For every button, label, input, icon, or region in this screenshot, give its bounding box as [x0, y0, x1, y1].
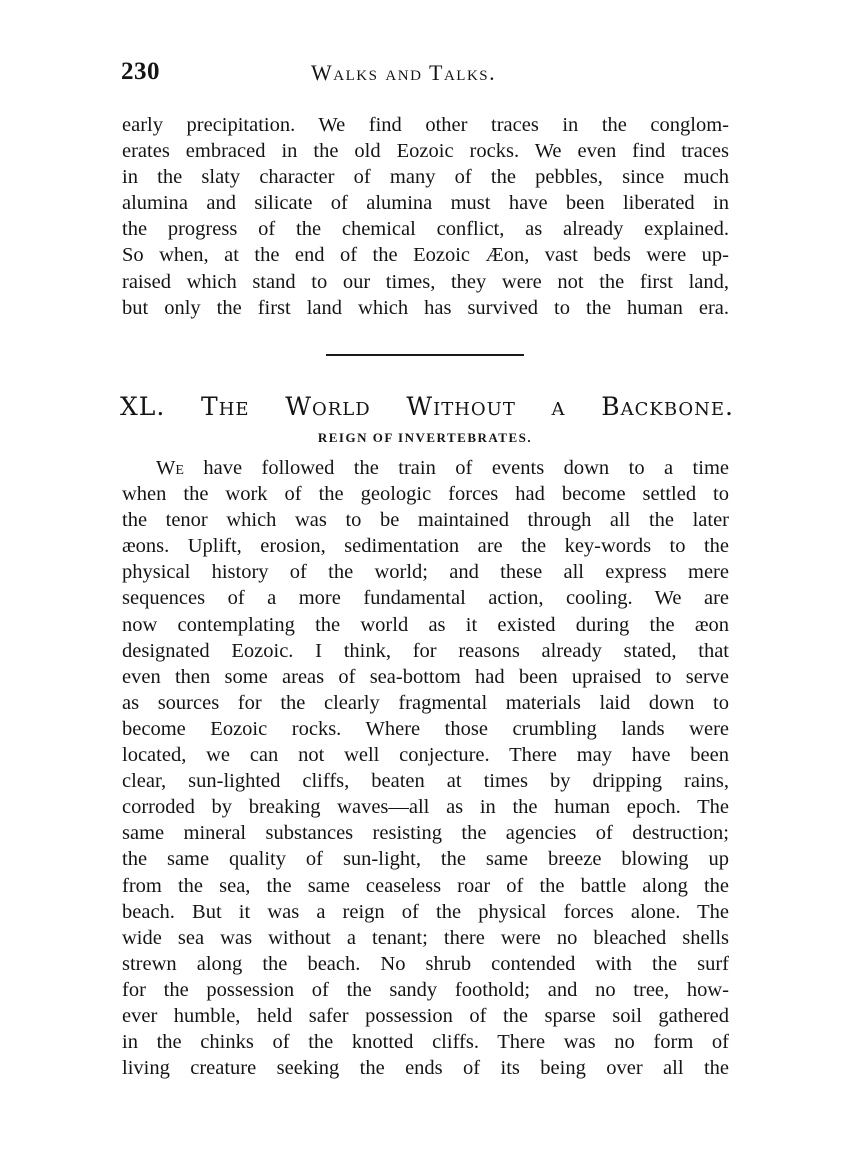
text-line: So when, at the end of the Eozoic Æon, vast beds were up-: [122, 244, 729, 267]
text-line: from the sea, the same ceaseless roar of the battle along the: [122, 874, 729, 897]
text-line: corroded by breaking waves—all as in the human epoch. The: [122, 796, 729, 819]
text-line: physical history of the world; and these all express mere: [122, 561, 729, 584]
text-line: even then some areas of sea-bottom had been upraised to serve: [122, 665, 729, 688]
section-divider: [326, 354, 524, 356]
text-line: the tenor which was to be maintained through all the later: [122, 509, 729, 532]
first-line-text: have followed the train of events down to a time: [183, 457, 729, 479]
text-line: located, we can not well conjecture. There may have been: [122, 744, 729, 767]
page-header: [121, 58, 731, 92]
section-title: XL. The World Without a Backbone.: [120, 392, 734, 421]
text-line: now contemplating the world as it existed during the æon: [122, 613, 729, 636]
text-line: early precipitation. We find other traces in the conglom-: [122, 114, 729, 136]
text-line: æons. Uplift, erosion, sedimentation are the key-words to the: [122, 535, 729, 558]
section-subtitle: REIGN OF INVERTEBRATES.: [317, 430, 533, 445]
text-line: designated Eozoic. I think, for reasons already stated, that: [122, 639, 729, 662]
drop-word: We: [156, 457, 184, 479]
text-line: alumina and silicate of alumina must have been liberated in: [122, 192, 729, 215]
text-line: for the possession of the sandy foothold; and no tree, how-: [122, 978, 729, 1001]
text-line: erates embraced in the old Eozoic rocks. We even find traces: [122, 140, 729, 163]
text-line: strewn along the beach. No shrub contended with the surf: [122, 952, 729, 975]
text-line: become Eozoic rocks. Where those crumbling lands were: [122, 717, 729, 740]
text-line: the progress of the chemical conflict, as already explained.: [122, 218, 729, 241]
text-line: raised which stand to our times, they were not the first land,: [122, 270, 729, 293]
text-line: clear, sun-lighted cliffs, beaten at times by dripping rains,: [122, 770, 729, 793]
text-line: beach. But it was a reign of the physical forces alone. The: [122, 900, 729, 923]
text-line: but only the first land which has survived to the human era.: [122, 296, 729, 319]
text-line-first: [122, 455, 729, 481]
text-line: as sources for the clearly fragmental materials laid down to: [122, 691, 729, 714]
page-number: 230: [121, 58, 160, 85]
text-line: in the slaty character of many of the pebbles, since much: [122, 166, 729, 189]
paragraph-top: [122, 112, 729, 321]
text-line: sequences of a more fundamental action, cooling. We are: [122, 587, 729, 610]
text-line: wide sea was without a tenant; there were no bleached shells: [122, 926, 729, 949]
text-line: the same quality of sun-light, the same breeze blowing up: [122, 848, 729, 871]
paragraph-main: [122, 455, 729, 1081]
text-line: when the work of the geologic forces had become settled to: [122, 483, 729, 506]
text-line: same mineral substances resisting the agencies of destruction;: [122, 822, 729, 845]
text-line: ever humble, held safer possession of the sparse soil gathered: [122, 1004, 729, 1027]
text-line: living creature seeking the ends of its being over all the: [122, 1057, 729, 1080]
text-line: in the chinks of the knotted cliffs. There was no form of: [122, 1031, 729, 1054]
running-title: Walks and Talks.: [311, 60, 497, 85]
